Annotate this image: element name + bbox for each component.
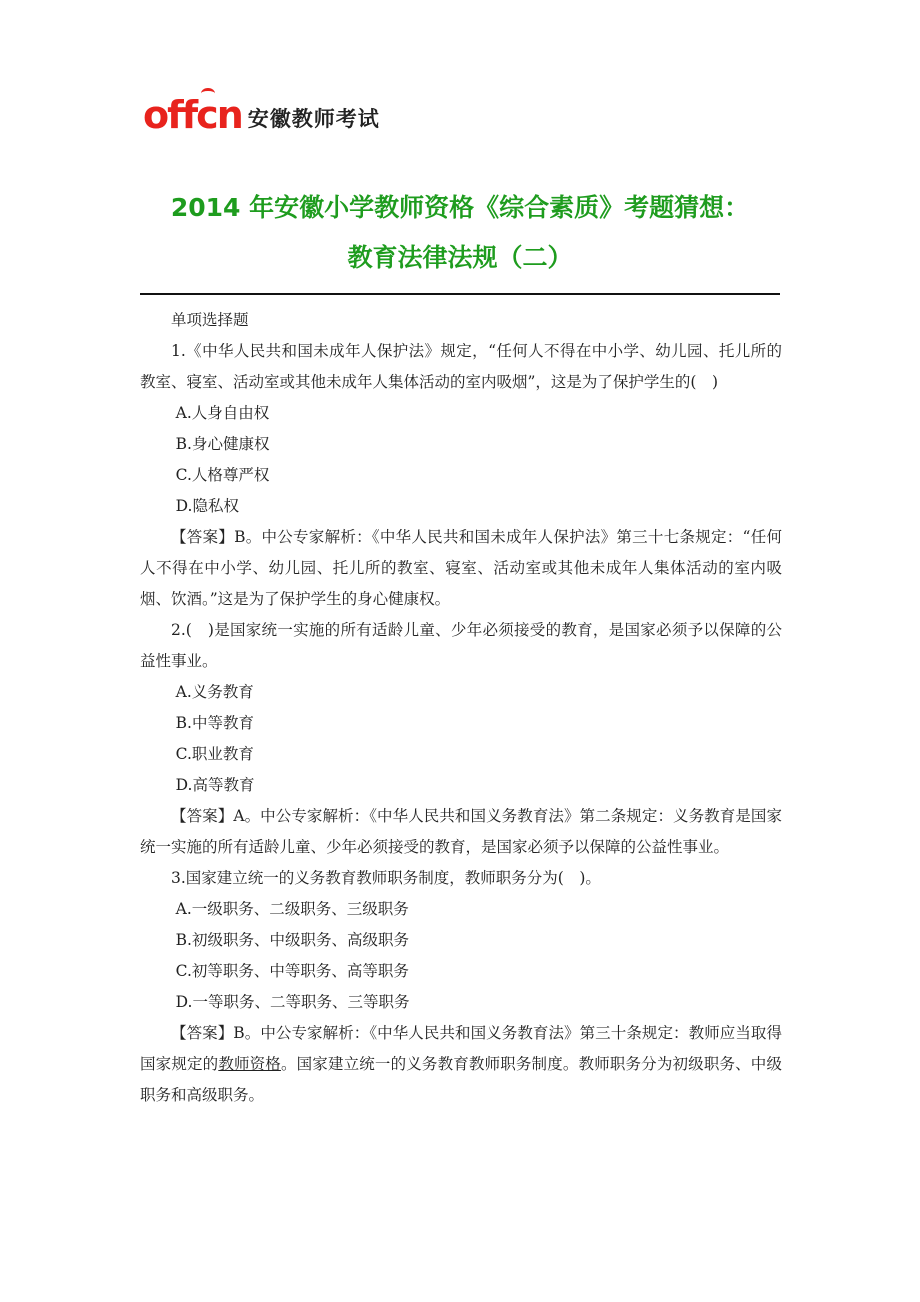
- question-1-stem: 1.《中华人民共和国未成年人保护法》规定，“任何人不得在中小学、幼儿园、托儿所的教室、寝室、活动室或其他未成年人集体活动的室内吸烟”，这是为了保护学生的( ): [140, 342, 782, 391]
- question-3-option-c: C.初等职务、中等职务、高等职务: [175, 962, 409, 980]
- logo-brand: offcn: [143, 96, 242, 134]
- question-3-option-a: A.一级职务、二级职务、三级职务: [175, 900, 409, 918]
- question-1-answer: 【答案】B。中公专家解析：《中华人民共和国未成年人保护法》第三十七条规定：“任何人不得在中小学、幼儿园、托儿所的教室、寝室、活动室或其他未成年人集体活动的室内吸烟、饮酒。”这是为了保护学生的身心健康权。: [140, 528, 782, 608]
- question-2-option-c: C.职业教育: [175, 745, 254, 763]
- question-2-answer: 【答案】A。中公专家解析：《中华人民共和国义务教育法》第二条规定：义务教育是国家统一实施的所有适龄儿童、少年必须接受的教育，是国家必须予以保障的公益性事业。: [140, 807, 782, 856]
- title-divider: [140, 293, 780, 295]
- answer-text: 【答案】B。中公专家解析：《中华人民共和国义务教育法》第三十条规定：教师应当取得国家规定的: [140, 1024, 782, 1073]
- question-1-option-b: B.身心健康权: [175, 435, 270, 453]
- question-1-option-c: C.人格尊严权: [175, 466, 270, 484]
- question-2-option-a: A.义务教育: [175, 683, 254, 701]
- question-3-answer: [140, 1018, 782, 1111]
- question-2-option-b: B.中等教育: [175, 714, 254, 732]
- document-body: [140, 305, 782, 1111]
- page-title-line1: 2014 年安徽小学教师资格《综合素质》考题猜想：: [170, 193, 750, 222]
- question-2-option-d: D.高等教育: [175, 776, 255, 794]
- page-title-line2: 教育法律法规（二）: [347, 243, 573, 272]
- logo-subtitle: 安徽教师考试: [247, 107, 380, 131]
- question-1-option-d: D.隐私权: [175, 497, 239, 515]
- question-3-option-d: D.一等职务、二等职务、三等职务: [175, 993, 410, 1011]
- question-3-stem: 3.国家建立统一的义务教育教师职务制度，教师职务分为( )。: [171, 869, 601, 887]
- question-2-stem: 2.( )是国家统一实施的所有适龄儿童、少年必须接受的教育，是国家必须予以保障的公益性事业。: [140, 621, 782, 670]
- question-1-option-a: A.人身自由权: [175, 404, 270, 422]
- teacher-qualification-link[interactable]: 教师资格: [218, 1055, 281, 1073]
- logo-arc-icon: [201, 88, 215, 99]
- section-label: 单项选择题: [171, 311, 249, 329]
- question-3-option-b: B.初级职务、中级职务、高级职务: [175, 931, 409, 949]
- answer-text: 。国家建立统一的义务教育教师职务制度。教师职务分为初级职务、中级职务和高级职务。: [140, 1055, 782, 1104]
- offcn-logo: [143, 90, 380, 137]
